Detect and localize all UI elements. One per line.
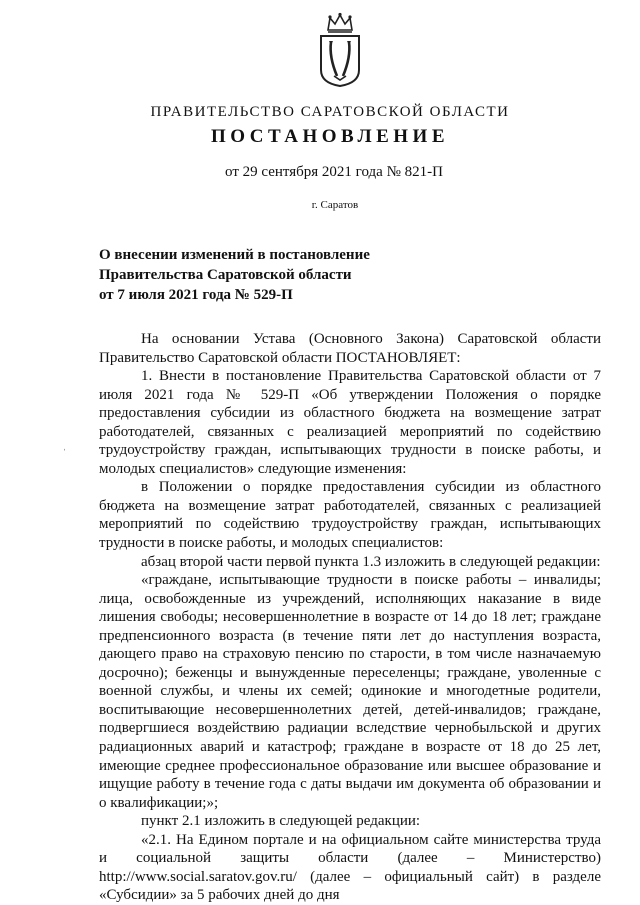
subject-line: Правительства Саратовской области <box>99 267 352 283</box>
subject-line: от 7 июля 2021 года № 529-П <box>99 287 293 303</box>
document-body <box>99 330 601 905</box>
body-paragraph: 1. Внести в постановление Правительства Саратовской области от 7 июля 2021 года № 529-П «Об утверждении Положения о порядке предоставления субсидии из областного бюджета на возмещение затрат работодателей, связанных с реализацией мероприятий по содействию трудоустройству граждан, испытывающих трудности в поиске работы, и молодых специалистов» следующие изменения: <box>99 368 601 477</box>
government-name: ПРАВИТЕЛЬСТВО САРАТОВСКОЙ ОБЛАСТИ <box>150 104 510 120</box>
document-date-number: от 29 сентября 2021 года № 821-П <box>225 164 443 180</box>
body-paragraph: абзац второй части первой пункта 1.3 изложить в следующей редакции: <box>141 553 601 570</box>
body-paragraph: «граждане, испытывающие трудности в поиске работы – инвалиды; лица, освобожденные из учреждений, исполняющих наказание в виде лишения свободы; несовершеннолетние в возрасте от 14 до 18 лет; граждане предпенсионного возраста (в течение пяти лет до наступления возраста, дающего право на страховую пенсию по старости, в том числе назначаемую досрочно); беженцы и вынужденные переселенцы; граждане, уволенные с военной службы, и члены их семей; одинокие и многодетные родители, воспитывающие несовершеннолетних детей, детей-инвалидов; граждане, подвергшиеся воздействию радиации вследствие чернобыльской и других радиационных аварий и катастроф; граждане в возрасте от 18 до 25 лет, имеющие среднее профессиональное образование или высшее образование и ищущие работу в течение года с даты выдачи им документа об образовании и о квалификации;»; <box>99 572 601 811</box>
saratov-coat-of-arms-icon <box>316 12 364 88</box>
body-paragraph: в Положении о порядке предоставления субсидии из областного бюджета на возмещение затрат работодателей, связанных с реализацией мероприятий по содействию трудоустройству граждан, испытывающих трудности в поиске работы, и молодых специалистов: <box>99 479 601 552</box>
document-subject <box>99 245 429 305</box>
body-paragraph: пункт 2.1 изложить в следующей редакции: <box>141 813 421 830</box>
subject-line: О внесении изменений в постановление <box>99 247 370 263</box>
scan-mark: ˌ <box>63 440 67 451</box>
body-paragraph: На основании Устава (Основного Закона) Саратовской области Правительство Саратовской области ПОСТАНОВЛЯЕТ: <box>99 331 601 366</box>
document-city: г. Саратов <box>311 199 359 211</box>
body-paragraph: «2.1. На Едином портале и на официальном сайте министерства труда и социальной защиты области (далее – Министерство) http://www.social.saratov.gov.ru/ (далее – официальный сайт) в разделе «Субсидии» за 5 рабочих дней до дня <box>99 831 601 904</box>
document-type-title: ПОСТАНОВЛЕНИЕ <box>210 126 450 147</box>
